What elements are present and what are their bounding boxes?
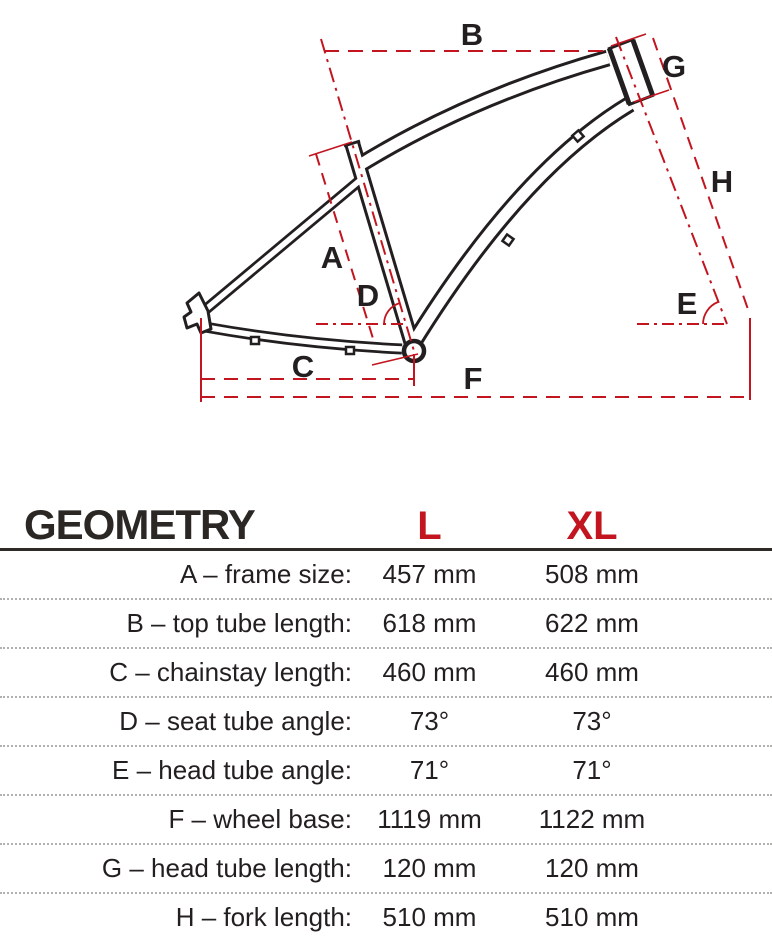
column-header-l: L xyxy=(417,504,442,548)
table-row xyxy=(0,600,772,649)
column-header-xl: XL xyxy=(566,504,618,548)
row-value-l: 510 mm xyxy=(382,902,477,932)
row-value-l: 120 mm xyxy=(382,853,477,883)
row-value-xl: 622 mm xyxy=(545,608,639,638)
label-f: F xyxy=(463,361,483,396)
table-row xyxy=(0,796,772,845)
row-value-l: 73° xyxy=(409,706,450,736)
frame-outline xyxy=(205,58,630,351)
row-label: D – seat tube angle: xyxy=(119,706,352,736)
table-row xyxy=(0,649,772,698)
row-value-xl: 1122 mm xyxy=(538,804,646,834)
bike-frame-geometry-diagram xyxy=(0,0,772,470)
cable-stop-notches xyxy=(251,130,584,354)
row-value-l: 71° xyxy=(409,755,450,785)
row-value-l: 1119 mm xyxy=(377,804,482,834)
row-value-l: 457 mm xyxy=(382,559,477,589)
row-value-xl: 73° xyxy=(572,706,612,736)
table-title: GEOMETRY xyxy=(24,501,255,548)
row-value-xl: 71° xyxy=(572,755,612,785)
label-a: A xyxy=(320,240,344,275)
dimension-lines xyxy=(201,34,750,402)
label-c: C xyxy=(291,349,315,384)
table-row xyxy=(0,698,772,747)
head-tube xyxy=(608,39,654,105)
geometry-table-header xyxy=(0,470,772,551)
label-d: D xyxy=(356,278,380,313)
geometry-table xyxy=(0,470,772,941)
table-row xyxy=(0,551,772,600)
row-value-l: 460 mm xyxy=(382,657,477,687)
label-h: H xyxy=(710,164,734,199)
frame-core xyxy=(205,58,630,351)
row-label: F – wheel base: xyxy=(168,804,352,834)
row-value-xl: 120 mm xyxy=(545,853,639,883)
label-e: E xyxy=(676,286,698,321)
dim-e-arc xyxy=(703,302,718,324)
row-label: B – top tube length: xyxy=(126,608,352,638)
row-label: A – frame size: xyxy=(180,559,352,589)
label-b: B xyxy=(460,17,484,52)
row-label: H – fork length: xyxy=(175,902,352,932)
row-label: C – chainstay length: xyxy=(109,657,352,687)
row-label: G – head tube length: xyxy=(101,853,352,883)
row-value-xl: 508 mm xyxy=(545,559,639,589)
table-row xyxy=(0,747,772,796)
row-value-xl: 510 mm xyxy=(545,902,639,932)
table-row xyxy=(0,845,772,894)
row-value-xl: 460 mm xyxy=(545,657,639,687)
row-label: E – head tube angle: xyxy=(112,755,352,785)
label-g: G xyxy=(661,49,687,84)
rear-dropout xyxy=(184,293,211,333)
row-value-l: 618 mm xyxy=(382,608,477,638)
table-row xyxy=(0,894,772,941)
